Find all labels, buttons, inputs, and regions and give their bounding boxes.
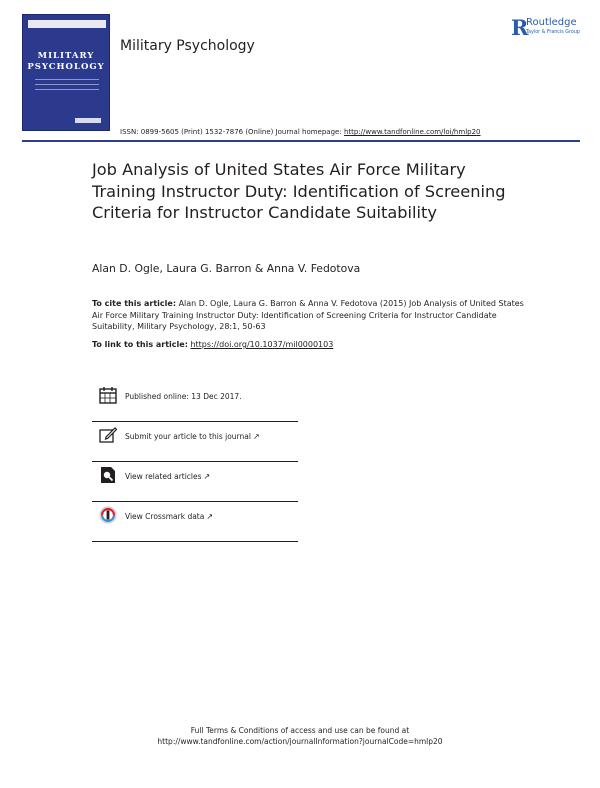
footer-terms-text: Full Terms & Conditions of access and use can be found at	[190, 726, 410, 735]
footer-terms-link[interactable]: http://www.tandfonline.com/action/journalInformation?journalCode=hmlp20	[157, 737, 443, 746]
submit-article-link[interactable]	[125, 432, 260, 441]
crossmark-text: View Crossmark data	[125, 512, 205, 521]
cover-title-line2: PSYCHOLOGY	[27, 62, 105, 72]
cover-title	[23, 51, 109, 73]
article-authors: Alan D. Ogle, Laura G. Barron & Anna V. Fedotova	[92, 262, 361, 275]
submit-article-text: Submit your article to this journal	[125, 432, 251, 441]
article-link	[92, 340, 333, 349]
publisher-mark-icon: R	[511, 15, 529, 40]
journal-homepage-link[interactable]: http://www.tandfonline.com/loi/hmlp20	[343, 128, 481, 136]
article-link-label: To link to this article:	[92, 340, 188, 349]
related-articles-row[interactable]	[92, 462, 298, 502]
calendar-icon	[99, 386, 117, 404]
crossmark-link[interactable]	[125, 512, 213, 521]
issn-text: ISSN: 0899-5605 (Print) 1532-7876 (Online) Journal homepage:	[120, 128, 344, 136]
edit-icon	[99, 426, 117, 444]
header-divider	[22, 140, 580, 142]
related-articles-link[interactable]	[125, 472, 210, 481]
cover-publisher-logo	[75, 118, 101, 123]
journal-name: Military Psychology	[120, 38, 255, 54]
citation	[92, 298, 532, 333]
journal-cover	[22, 14, 110, 131]
citation-text: Alan D. Ogle, Laura G. Barron & Anna V. Fedotova (2015) Job Analysis of United States Air Force Military Training Instructor Duty: Identification of Screening Criteria for Instructor Candidate Suitability, Military Psychology, 28:1, 50-63	[92, 299, 524, 331]
related-articles-icon	[99, 466, 117, 484]
crossmark-row[interactable]	[92, 502, 298, 542]
doi-link[interactable]: https://doi.org/10.1037/mil0000103	[190, 340, 334, 349]
footer	[0, 725, 600, 747]
submit-article-row[interactable]	[92, 422, 298, 462]
external-link-icon: ↗	[252, 432, 260, 441]
published-online-text: Published online: 13 Dec 2017.	[125, 392, 242, 401]
article-actions	[92, 382, 298, 542]
related-articles-text: View related articles	[125, 472, 202, 481]
publisher-name: Routledge	[526, 17, 577, 28]
cover-decoration-lines	[35, 79, 99, 94]
crossmark-icon	[99, 506, 117, 524]
published-online-row	[92, 382, 298, 422]
issn-line	[120, 128, 481, 136]
article-title: Job Analysis of United States Air Force Military Training Instructor Duty: Identification of Screening Criteria for Instructor Candidate Suitability	[92, 160, 506, 222]
cover-header-strip	[28, 20, 106, 28]
citation-label: To cite this article:	[92, 299, 177, 308]
publisher-tagline: Taylor & Francis Group	[526, 30, 580, 35]
cover-title-line1: MILITARY	[37, 51, 95, 61]
external-link-icon: ↗	[206, 512, 214, 521]
external-link-icon: ↗	[203, 472, 211, 481]
